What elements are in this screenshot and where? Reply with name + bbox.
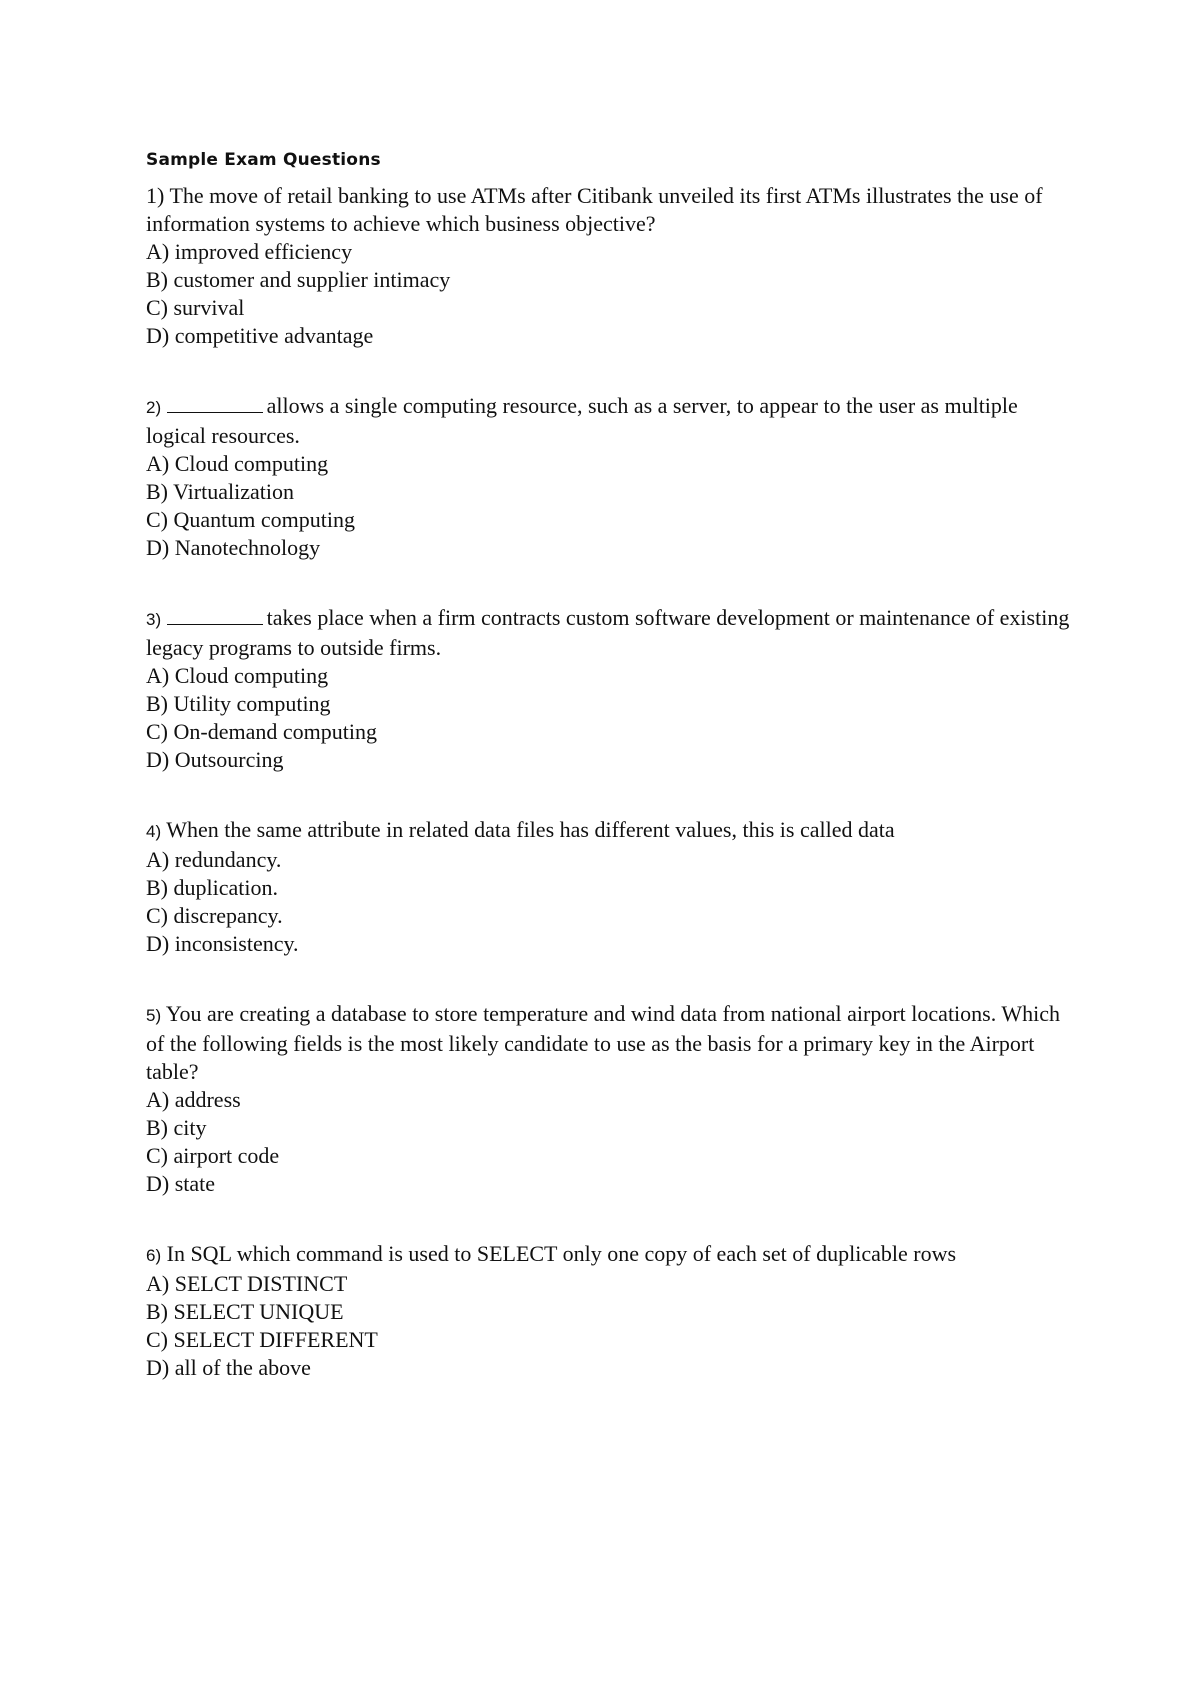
answer-option: B) Utility computing — [146, 691, 331, 716]
question-number: 3) — [146, 610, 162, 629]
answer-option: C) discrepancy. — [146, 903, 283, 928]
answer-options — [146, 1086, 1076, 1198]
question-stem — [146, 604, 1076, 662]
question-2 — [146, 392, 1076, 562]
answer-option: B) duplication. — [146, 875, 278, 900]
answer-option: B) customer and supplier intimacy — [146, 267, 451, 292]
document-heading: Sample Exam Questions — [146, 150, 381, 170]
question-5 — [146, 1000, 1076, 1198]
question-1 — [146, 182, 1076, 350]
fill-in-blank — [167, 604, 263, 625]
answer-option: B) Virtualization — [146, 479, 294, 504]
answer-option: C) airport code — [146, 1143, 280, 1168]
answer-option: B) SELECT UNIQUE — [146, 1299, 344, 1324]
answer-option: A) SELCT DISTINCT — [146, 1271, 348, 1296]
answer-option: B) city — [146, 1115, 207, 1140]
question-text: In SQL which command is used to SELECT only one copy of each set of duplicable rows — [166, 1241, 957, 1266]
answer-option: C) SELECT DIFFERENT — [146, 1327, 378, 1352]
answer-options — [146, 238, 1076, 350]
question-number: 4) — [146, 822, 162, 841]
question-stem — [146, 392, 1076, 450]
question-stem — [146, 182, 1076, 238]
answer-options — [146, 846, 1076, 958]
question-stem — [146, 1000, 1076, 1086]
answer-option: A) improved efficiency — [146, 239, 353, 264]
answer-option: A) Cloud computing — [146, 451, 329, 476]
question-number: 1) — [146, 183, 165, 208]
answer-option: D) Nanotechnology — [146, 535, 321, 560]
question-text: The move of retail banking to use ATMs after Citibank unveiled its first ATMs illustrates the use of information systems to achieve which business objective? — [146, 183, 1043, 236]
question-number: 5) — [146, 1006, 162, 1025]
question-3 — [146, 604, 1076, 774]
answer-option: C) Quantum computing — [146, 507, 355, 532]
question-number: 6) — [146, 1246, 162, 1265]
question-text: You are creating a database to store temperature and wind data from national airport locations. Which of the following fields is the most likely candidate to use as the basis for a primary key in the Airport table? — [146, 1001, 1060, 1084]
answer-option: D) state — [146, 1171, 216, 1196]
question-stem — [146, 816, 1076, 846]
answer-option: D) competitive advantage — [146, 323, 374, 348]
answer-option: D) all of the above — [146, 1355, 311, 1380]
answer-options — [146, 1270, 1076, 1382]
question-6 — [146, 1240, 1076, 1382]
answer-option: D) inconsistency. — [146, 931, 299, 956]
document-content — [146, 146, 1076, 1382]
question-text: takes place when a firm contracts custom software development or maintenance of existing legacy programs to outside firms. — [146, 605, 1070, 660]
fill-in-blank — [167, 392, 263, 413]
answer-options — [146, 662, 1076, 774]
question-text: When the same attribute in related data files has different values, this is called data — [166, 817, 895, 842]
answer-option: D) Outsourcing — [146, 747, 284, 772]
answer-option: C) survival — [146, 295, 245, 320]
question-stem — [146, 1240, 1076, 1270]
answer-option: C) On-demand computing — [146, 719, 377, 744]
answer-option: A) redundancy. — [146, 847, 282, 872]
question-4 — [146, 816, 1076, 958]
answer-options — [146, 450, 1076, 562]
answer-option: A) Cloud computing — [146, 663, 329, 688]
question-number: 2) — [146, 398, 162, 417]
question-text: allows a single computing resource, such as a server, to appear to the user as multiple logical resources. — [146, 393, 1018, 448]
answer-option: A) address — [146, 1087, 241, 1112]
